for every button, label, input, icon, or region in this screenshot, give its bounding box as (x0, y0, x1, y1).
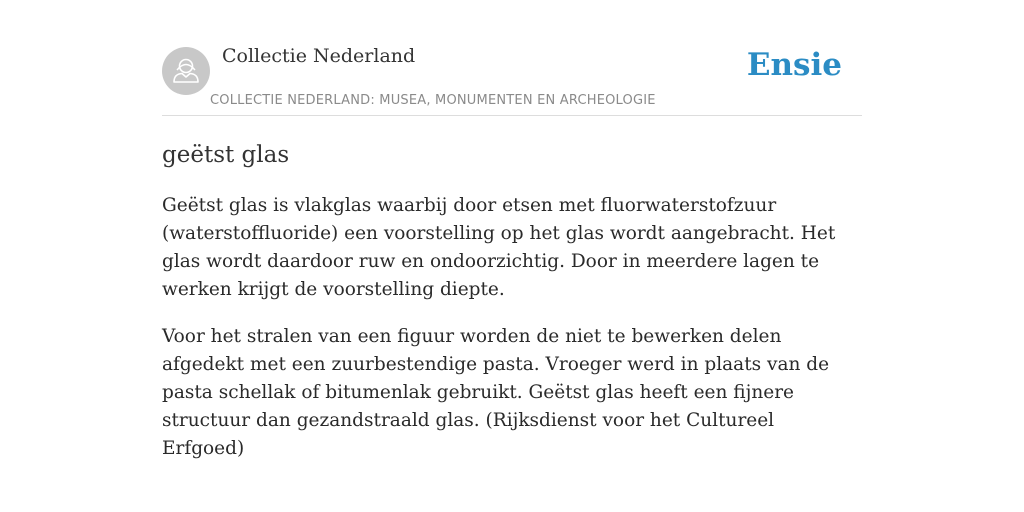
author-avatar[interactable] (162, 47, 210, 95)
entry-title: geëtst glas (162, 142, 290, 168)
entry-body (162, 192, 862, 463)
brand-logo[interactable]: Ensie (746, 47, 842, 83)
entry-card (162, 0, 862, 512)
source-label[interactable]: COLLECTIE NEDERLAND: MUSEA, MONUMENTEN EN ARCHEOLOGIE (210, 93, 656, 108)
user-silhouette-icon (162, 47, 210, 95)
entry-header (162, 0, 862, 116)
entry-paragraph: Voor het stralen van een figuur worden de niet te bewerken delen afgedekt met een zuurbestendige pasta. Vroeger werd in plaats van de pasta schellak of bitumenlak gebruikt. Geëtst glas heeft een fijnere structuur dan gezandstraald glas. (Rijksdienst voor het Cultureel Erfgoed) (162, 326, 830, 459)
author-name[interactable]: Collectie Nederland (222, 45, 416, 67)
entry-paragraph: Geëtst glas is vlakglas waarbij door etsen met fluorwaterstofzuur (waterstoffluoride) een voorstelling op het glas wordt aangebracht. Het glas wordt daardoor ruw en ondoorzichtig. Door in meerdere lagen te werken krijgt de voorstelling diepte. (162, 195, 836, 300)
